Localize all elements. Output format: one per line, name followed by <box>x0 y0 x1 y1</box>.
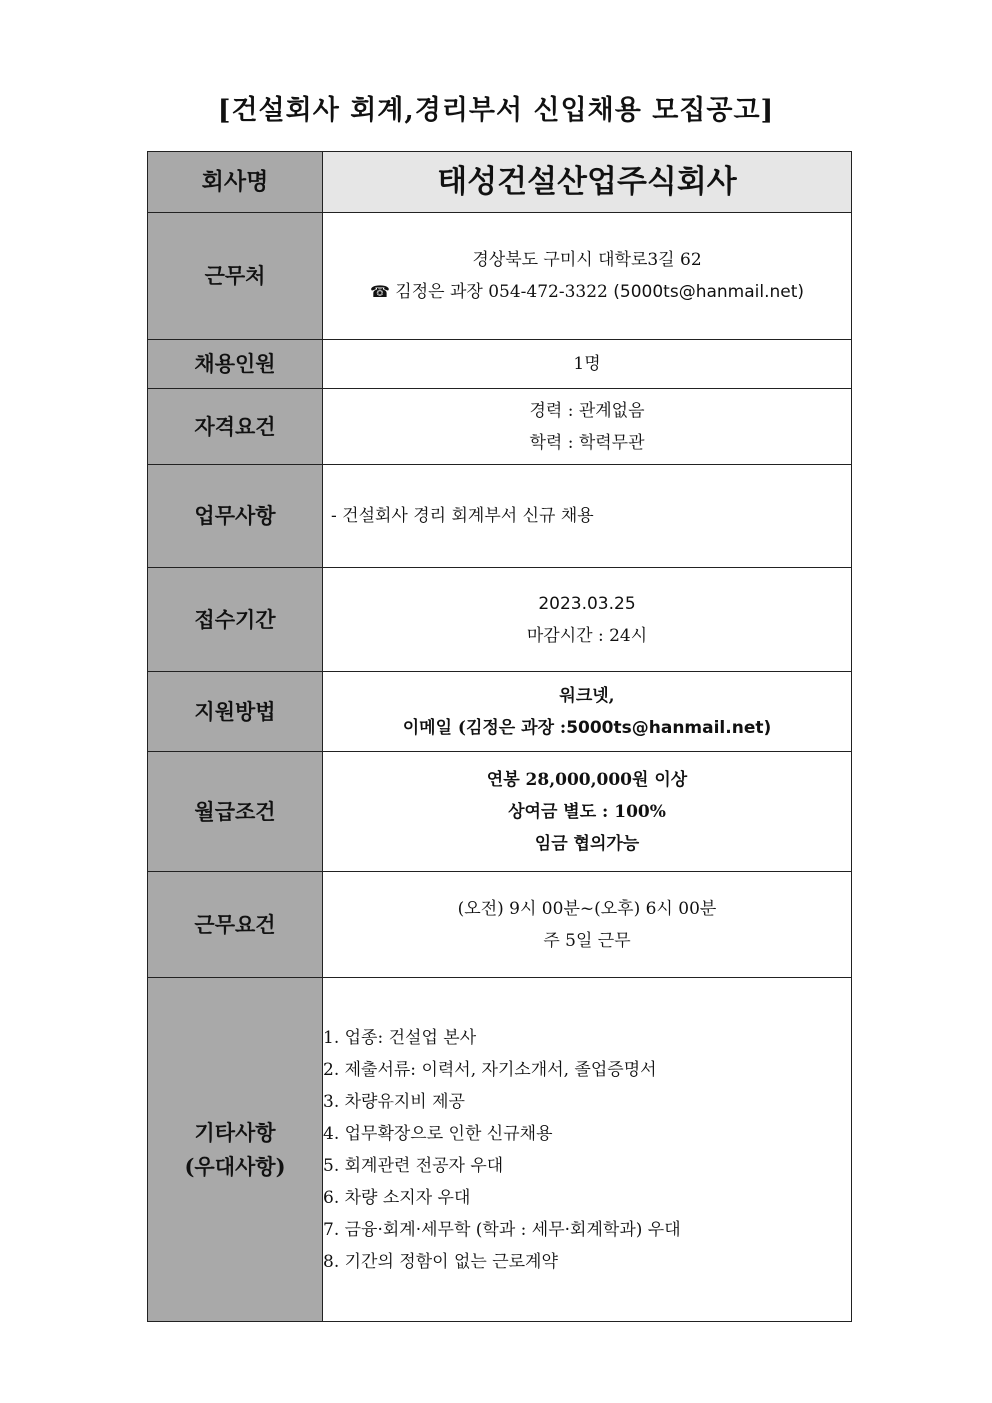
salary-bonus: 상여금 별도 : 100% <box>508 801 666 822</box>
note-item: 4. 업무확장으로 인한 신규채용 <box>323 1123 553 1144</box>
period-date: 2023.03.25 <box>538 593 636 614</box>
label-company: 회사명 <box>148 152 323 213</box>
company-name: 태성건설산업주식회사 <box>323 152 852 213</box>
method-email-line <box>323 712 851 744</box>
qualification-cell <box>323 389 852 465</box>
note-item: 6. 차량 소지자 우대 <box>323 1187 471 1208</box>
row-conditions <box>148 872 852 978</box>
row-other <box>148 978 852 1322</box>
label-duties: 업무사항 <box>148 465 323 568</box>
method-email: 5000ts@hanmail.net) <box>566 717 772 738</box>
row-period <box>148 568 852 672</box>
conditions-cell <box>323 872 852 978</box>
period-deadline: 마감시간 : 24시 <box>526 625 648 646</box>
row-qualification <box>148 389 852 465</box>
label-workplace: 근무처 <box>148 213 323 340</box>
label-other-line2: (우대사항) <box>184 1153 286 1179</box>
label-salary: 월급조건 <box>148 752 323 872</box>
phone-icon: ☎ <box>369 282 390 301</box>
label-method: 지원방법 <box>148 672 323 752</box>
note-item: 3. 차량유지비 제공 <box>323 1091 465 1112</box>
qualification-education: 학력 : 학력무관 <box>529 432 645 453</box>
row-headcount <box>148 340 852 389</box>
period-cell <box>323 568 852 672</box>
conditions-hours: (오전) 9시 00분~(오후) 6시 00분 <box>457 898 717 919</box>
note-item: 7. 금융·회계·세무학 (학과 : 세무·회계학과) 우대 <box>323 1219 681 1240</box>
row-method <box>148 672 852 752</box>
headcount-value: 1명 <box>323 340 852 389</box>
workplace-contact-line <box>323 276 851 308</box>
qualification-experience: 경력 : 관계없음 <box>529 400 645 421</box>
note-item: 2. 제출서류: 이력서, 자기소개서, 졸업증명서 <box>323 1059 657 1080</box>
page-title: [건설회사 회계,경리부서 신입채용 모집공고] <box>217 95 775 126</box>
method-cell <box>323 672 852 752</box>
salary-negotiable: 임금 협의가능 <box>534 833 640 854</box>
row-workplace <box>148 213 852 340</box>
label-period: 접수기간 <box>148 568 323 672</box>
label-qualification: 자격요건 <box>148 389 323 465</box>
row-duties <box>148 465 852 568</box>
job-posting-table <box>147 151 852 1322</box>
salary-annual: 연봉 28,000,000원 이상 <box>486 769 688 790</box>
row-company <box>148 152 852 213</box>
workplace-cell <box>323 213 852 340</box>
other-notes <box>323 978 852 1322</box>
workplace-email: (5000ts@hanmail.net) <box>613 282 805 302</box>
label-other-line1: 기타사항 <box>194 1119 276 1145</box>
method-worknet: 워크넷, <box>559 685 615 706</box>
note-item: 1. 업종: 건설업 본사 <box>323 1027 477 1048</box>
method-contact: 이메일 (김정은 과장 : <box>402 717 567 738</box>
workplace-address: 경상북도 구미시 대학로3길 62 <box>472 250 702 270</box>
row-salary <box>148 752 852 872</box>
duties-value: - 건설회사 경리 회계부서 신규 채용 <box>323 465 852 568</box>
label-conditions: 근무요건 <box>148 872 323 978</box>
label-other <box>148 978 323 1322</box>
label-headcount: 채용인원 <box>148 340 323 389</box>
conditions-days: 주 5일 근무 <box>543 930 631 951</box>
workplace-contact: 김정은 과장 054-472-3322 <box>395 282 608 302</box>
note-item: 8. 기간의 정함이 없는 근로계약 <box>323 1251 558 1272</box>
salary-cell <box>323 752 852 872</box>
note-item: 5. 회계관련 전공자 우대 <box>323 1155 504 1176</box>
